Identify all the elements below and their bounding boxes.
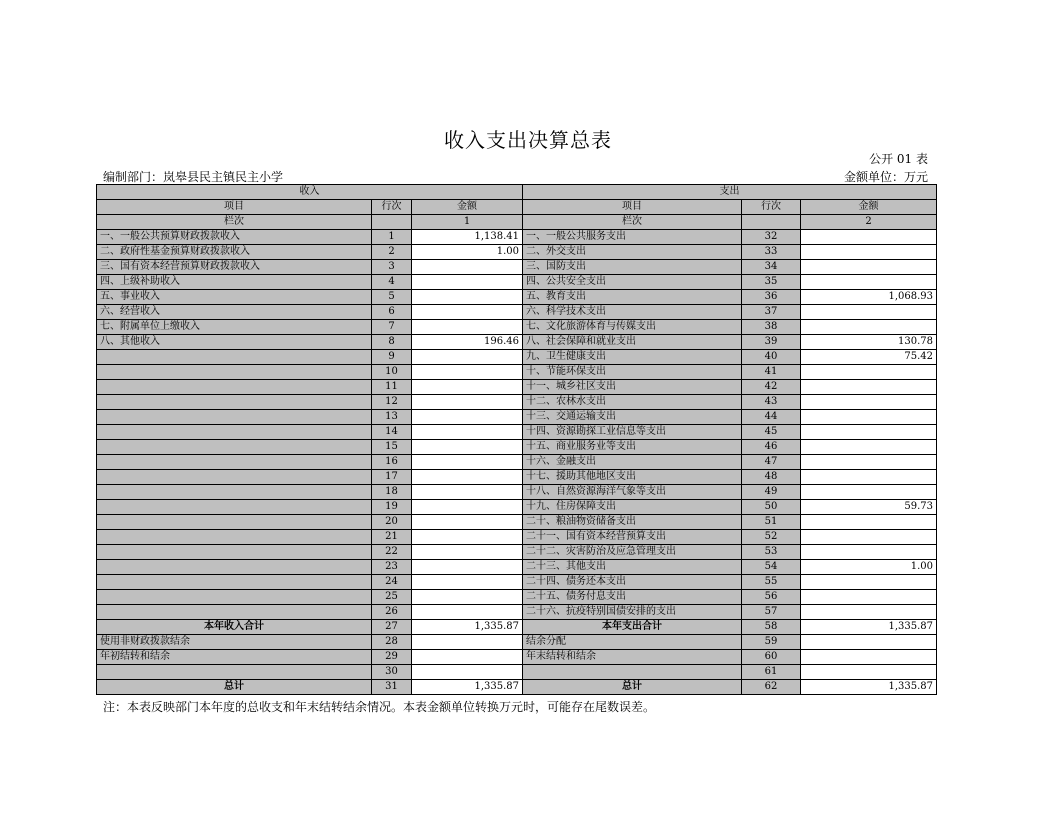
expense-line-cell: 53 xyxy=(742,545,801,560)
table-row xyxy=(97,260,937,275)
income-line-cell: 28 xyxy=(372,635,412,650)
expense-amount-cell xyxy=(801,380,937,395)
expense-line-cell: 34 xyxy=(742,260,801,275)
income-amount-cell xyxy=(412,485,523,500)
expense-item-cell: 五、教育支出 xyxy=(523,290,742,305)
expense-amount-cell xyxy=(801,275,937,290)
expense-amount-cell: 1,068.93 xyxy=(801,290,937,305)
expense-amount-cell xyxy=(801,530,937,545)
income-item-cell xyxy=(97,485,372,500)
income-line-cell: 26 xyxy=(372,605,412,620)
expense-line-cell: 54 xyxy=(742,560,801,575)
table-row xyxy=(97,230,937,245)
expense-line-cell: 48 xyxy=(742,470,801,485)
table-row xyxy=(97,320,937,335)
income-amount-cell xyxy=(412,650,523,665)
income-amount-cell xyxy=(412,350,523,365)
table-row xyxy=(97,515,937,530)
carry-row xyxy=(97,650,937,665)
expense-item-cell: 四、公共安全支出 xyxy=(523,275,742,290)
income-line-header: 行次 xyxy=(372,200,412,215)
income-line-cell: 19 xyxy=(372,500,412,515)
income-amount-cell xyxy=(412,665,523,680)
income-line-cell: 17 xyxy=(372,470,412,485)
income-line-cell: 13 xyxy=(372,410,412,425)
income-item-cell xyxy=(97,425,372,440)
expense-line-cell: 52 xyxy=(742,530,801,545)
table-row xyxy=(97,455,937,470)
expense-col-label: 栏次 xyxy=(523,215,742,230)
expense-item-cell: 十四、资源勘探工业信息等支出 xyxy=(523,425,742,440)
expense-amount-cell xyxy=(801,485,937,500)
income-item-cell xyxy=(97,530,372,545)
table-row xyxy=(97,410,937,425)
income-item-cell xyxy=(97,545,372,560)
income-item-cell xyxy=(97,395,372,410)
expense-item-cell: 二十二、灾害防治及应急管理支出 xyxy=(523,545,742,560)
income-item-cell xyxy=(97,455,372,470)
income-item-cell: 七、附属单位上缴收入 xyxy=(97,320,372,335)
header-row-columns xyxy=(97,200,937,215)
income-line-cell: 29 xyxy=(372,650,412,665)
expense-item-cell: 三、国防支出 xyxy=(523,260,742,275)
income-line-cell: 15 xyxy=(372,440,412,455)
expense-item-cell xyxy=(523,665,742,680)
expense-item-cell: 二十、粮油物资储备支出 xyxy=(523,515,742,530)
income-item-cell xyxy=(97,440,372,455)
income-item-cell xyxy=(97,380,372,395)
table-row xyxy=(97,395,937,410)
table-row xyxy=(97,590,937,605)
income-amount-cell xyxy=(412,575,523,590)
expense-item-cell: 二十四、债务还本支出 xyxy=(523,575,742,590)
table-row xyxy=(97,575,937,590)
expense-amount-cell xyxy=(801,410,937,425)
expense-amount-cell xyxy=(801,545,937,560)
income-line-cell: 7 xyxy=(372,320,412,335)
expense-line-cell: 37 xyxy=(742,305,801,320)
expense-line-cell: 42 xyxy=(742,380,801,395)
expense-item-cell: 十八、自然资源海洋气象等支出 xyxy=(523,485,742,500)
income-amount-cell xyxy=(412,320,523,335)
income-item-cell xyxy=(97,500,372,515)
income-amount-cell xyxy=(412,365,523,380)
income-line-cell: 24 xyxy=(372,575,412,590)
table-row xyxy=(97,275,937,290)
income-amount-cell xyxy=(412,260,523,275)
income-line-cell: 2 xyxy=(372,245,412,260)
table-row xyxy=(97,530,937,545)
table-row xyxy=(97,245,937,260)
expense-amount-cell: 1,335.87 xyxy=(801,620,937,635)
expense-line-cell: 35 xyxy=(742,275,801,290)
table-row xyxy=(97,350,937,365)
expense-item-cell: 十七、援助其他地区支出 xyxy=(523,470,742,485)
income-item-cell xyxy=(97,575,372,590)
expense-line-cell: 60 xyxy=(742,650,801,665)
expense-amount-cell xyxy=(801,455,937,470)
expense-line-cell: 55 xyxy=(742,575,801,590)
expense-line-cell: 44 xyxy=(742,410,801,425)
income-item-cell xyxy=(97,515,372,530)
expense-amount-cell xyxy=(801,245,937,260)
income-amount-cell xyxy=(412,425,523,440)
expense-amount-cell xyxy=(801,260,937,275)
income-line-cell: 4 xyxy=(372,275,412,290)
department-label: 编制部门：岚皋县民主镇民主小学 xyxy=(103,170,284,184)
income-line-cell: 5 xyxy=(372,290,412,305)
expense-amount-cell xyxy=(801,230,937,245)
header-row-sections xyxy=(97,185,937,200)
expense-item-cell: 十六、金融支出 xyxy=(523,455,742,470)
expense-line-cell: 33 xyxy=(742,245,801,260)
income-item-cell: 二、政府性基金预算财政拨款收入 xyxy=(97,245,372,260)
income-amount-cell: 1,335.87 xyxy=(412,680,523,695)
expense-item-cell: 十九、住房保障支出 xyxy=(523,500,742,515)
expense-amount-cell xyxy=(801,605,937,620)
subtotal-row xyxy=(97,620,937,635)
form-number: 公开 01 表 xyxy=(869,152,928,166)
income-amount-cell: 196.46 xyxy=(412,335,523,350)
amount-unit-label: 金额单位：万元 xyxy=(843,170,928,184)
carry-row xyxy=(97,635,937,650)
table-row xyxy=(97,305,937,320)
expense-line-cell: 59 xyxy=(742,635,801,650)
income-col-blank xyxy=(372,215,412,230)
expense-item-cell: 十、节能环保支出 xyxy=(523,365,742,380)
income-amount-cell xyxy=(412,440,523,455)
income-item-cell: 八、其他收入 xyxy=(97,335,372,350)
table-row xyxy=(97,425,937,440)
income-amount-cell xyxy=(412,380,523,395)
income-item-cell xyxy=(97,605,372,620)
income-amount-cell xyxy=(412,590,523,605)
expense-item-cell: 二十六、抗疫特别国债安排的支出 xyxy=(523,605,742,620)
expense-amount-cell xyxy=(801,575,937,590)
expense-amount-cell: 1.00 xyxy=(801,560,937,575)
expense-item-cell: 十二、农林水支出 xyxy=(523,395,742,410)
income-item-cell xyxy=(97,470,372,485)
expense-line-cell: 36 xyxy=(742,290,801,305)
expense-amount-cell xyxy=(801,395,937,410)
income-amount-cell xyxy=(412,500,523,515)
income-line-cell: 11 xyxy=(372,380,412,395)
income-section-header: 收入 xyxy=(97,185,523,200)
income-amount-header: 金额 xyxy=(412,200,523,215)
expense-line-cell: 58 xyxy=(742,620,801,635)
expense-amount-cell xyxy=(801,470,937,485)
income-line-cell: 21 xyxy=(372,530,412,545)
expense-amount-cell xyxy=(801,590,937,605)
income-amount-cell xyxy=(412,605,523,620)
carry-row xyxy=(97,665,937,680)
expense-item-cell: 二十五、债务付息支出 xyxy=(523,590,742,605)
income-item-cell xyxy=(97,665,372,680)
expense-item-cell: 六、科学技术支出 xyxy=(523,305,742,320)
income-line-cell: 6 xyxy=(372,305,412,320)
expense-amount-cell: 130.78 xyxy=(801,335,937,350)
expense-line-cell: 45 xyxy=(742,425,801,440)
expense-line-cell: 47 xyxy=(742,455,801,470)
expense-line-cell: 40 xyxy=(742,350,801,365)
income-amount-cell xyxy=(412,635,523,650)
expense-line-cell: 62 xyxy=(742,680,801,695)
income-amount-cell xyxy=(412,455,523,470)
table-row xyxy=(97,470,937,485)
income-item-cell: 六、经营收入 xyxy=(97,305,372,320)
expense-item-cell: 一、一般公共服务支出 xyxy=(523,230,742,245)
header-row-column-index xyxy=(97,215,937,230)
expense-amount-cell xyxy=(801,635,937,650)
table-row xyxy=(97,335,937,350)
income-line-cell: 10 xyxy=(372,365,412,380)
income-amount-cell xyxy=(412,410,523,425)
expense-item-cell: 结余分配 xyxy=(523,635,742,650)
expense-line-header: 行次 xyxy=(742,200,801,215)
table-row xyxy=(97,290,937,305)
income-amount-cell xyxy=(412,560,523,575)
expense-amount-header: 金额 xyxy=(801,200,937,215)
income-item-cell: 一、一般公共预算财政拨款收入 xyxy=(97,230,372,245)
income-amount-cell xyxy=(412,470,523,485)
expense-line-cell: 50 xyxy=(742,500,801,515)
table-row xyxy=(97,380,937,395)
income-line-cell: 9 xyxy=(372,350,412,365)
income-amount-cell: 1,138.41 xyxy=(412,230,523,245)
income-line-cell: 22 xyxy=(372,545,412,560)
table-row xyxy=(97,545,937,560)
expense-line-cell: 61 xyxy=(742,665,801,680)
income-col-label: 栏次 xyxy=(97,215,372,230)
expense-line-cell: 43 xyxy=(742,395,801,410)
income-amount-cell: 1.00 xyxy=(412,245,523,260)
expense-amount-cell xyxy=(801,365,937,380)
expense-amount-cell: 1,335.87 xyxy=(801,680,937,695)
table-row xyxy=(97,485,937,500)
income-line-cell: 31 xyxy=(372,680,412,695)
footnote: 注：本表反映部门本年度的总收支和年末结转结余情况。本表金额单位转换万元时，可能存在尾数误差。 xyxy=(103,700,656,714)
expense-item-cell: 二、外交支出 xyxy=(523,245,742,260)
expense-line-cell: 32 xyxy=(742,230,801,245)
summary-table xyxy=(96,184,937,695)
income-amount-cell xyxy=(412,530,523,545)
expense-item-cell: 二十三、其他支出 xyxy=(523,560,742,575)
table-row xyxy=(97,440,937,455)
income-item-cell: 五、事业收入 xyxy=(97,290,372,305)
table-row xyxy=(97,500,937,515)
income-line-cell: 23 xyxy=(372,560,412,575)
expense-line-cell: 39 xyxy=(742,335,801,350)
total-row xyxy=(97,680,937,695)
income-line-cell: 16 xyxy=(372,455,412,470)
expense-item-cell: 年末结转和结余 xyxy=(523,650,742,665)
income-amount-cell: 1,335.87 xyxy=(412,620,523,635)
expense-amount-cell xyxy=(801,665,937,680)
expense-line-cell: 57 xyxy=(742,605,801,620)
income-amount-cell xyxy=(412,290,523,305)
income-item-cell: 三、国有资本经营预算财政拨款收入 xyxy=(97,260,372,275)
income-item-cell: 使用非财政拨款结余 xyxy=(97,635,372,650)
expense-section-header: 支出 xyxy=(523,185,937,200)
expense-amount-cell xyxy=(801,305,937,320)
expense-item-cell: 九、卫生健康支出 xyxy=(523,350,742,365)
expense-line-cell: 41 xyxy=(742,365,801,380)
expense-amount-cell xyxy=(801,425,937,440)
table-row xyxy=(97,560,937,575)
expense-item-header: 项目 xyxy=(523,200,742,215)
expense-item-cell: 八、社会保障和就业支出 xyxy=(523,335,742,350)
income-item-cell: 四、上级补助收入 xyxy=(97,275,372,290)
expense-line-cell: 56 xyxy=(742,590,801,605)
income-line-cell: 8 xyxy=(372,335,412,350)
expense-amount-cell xyxy=(801,320,937,335)
income-amount-cell xyxy=(412,515,523,530)
income-line-cell: 30 xyxy=(372,665,412,680)
table-row xyxy=(97,605,937,620)
income-item-cell xyxy=(97,590,372,605)
expense-amount-cell: 75.42 xyxy=(801,350,937,365)
income-line-cell: 14 xyxy=(372,425,412,440)
income-line-cell: 3 xyxy=(372,260,412,275)
income-item-header: 项目 xyxy=(97,200,372,215)
income-item-cell xyxy=(97,410,372,425)
income-item-cell xyxy=(97,560,372,575)
expense-line-cell: 51 xyxy=(742,515,801,530)
income-line-cell: 20 xyxy=(372,515,412,530)
income-item-cell: 总计 xyxy=(97,680,372,695)
expense-item-cell: 十五、商业服务业等支出 xyxy=(523,440,742,455)
income-item-cell xyxy=(97,350,372,365)
income-line-cell: 25 xyxy=(372,590,412,605)
expense-amount-cell: 59.73 xyxy=(801,500,937,515)
expense-amount-cell xyxy=(801,650,937,665)
income-line-cell: 12 xyxy=(372,395,412,410)
expense-item-cell: 总计 xyxy=(523,680,742,695)
income-amount-cell xyxy=(412,545,523,560)
expense-line-cell: 46 xyxy=(742,440,801,455)
expense-amount-cell xyxy=(801,440,937,455)
income-line-cell: 1 xyxy=(372,230,412,245)
income-item-cell: 本年收入合计 xyxy=(97,620,372,635)
income-item-cell: 年初结转和结余 xyxy=(97,650,372,665)
expense-col-index: 2 xyxy=(801,215,937,230)
expense-item-cell: 七、文化旅游体育与传媒支出 xyxy=(523,320,742,335)
expense-item-cell: 本年支出合计 xyxy=(523,620,742,635)
expense-line-cell: 49 xyxy=(742,485,801,500)
expense-item-cell: 十三、交通运输支出 xyxy=(523,410,742,425)
expense-item-cell: 十一、城乡社区支出 xyxy=(523,380,742,395)
expense-line-cell: 38 xyxy=(742,320,801,335)
expense-item-cell: 二十一、国有资本经营预算支出 xyxy=(523,530,742,545)
income-line-cell: 18 xyxy=(372,485,412,500)
income-amount-cell xyxy=(412,395,523,410)
income-col-index: 1 xyxy=(412,215,523,230)
income-item-cell xyxy=(97,365,372,380)
expense-amount-cell xyxy=(801,515,937,530)
table-row xyxy=(97,365,937,380)
page-title: 收入支出决算总表 xyxy=(444,128,612,152)
income-amount-cell xyxy=(412,305,523,320)
income-line-cell: 27 xyxy=(372,620,412,635)
expense-col-blank xyxy=(742,215,801,230)
income-amount-cell xyxy=(412,275,523,290)
